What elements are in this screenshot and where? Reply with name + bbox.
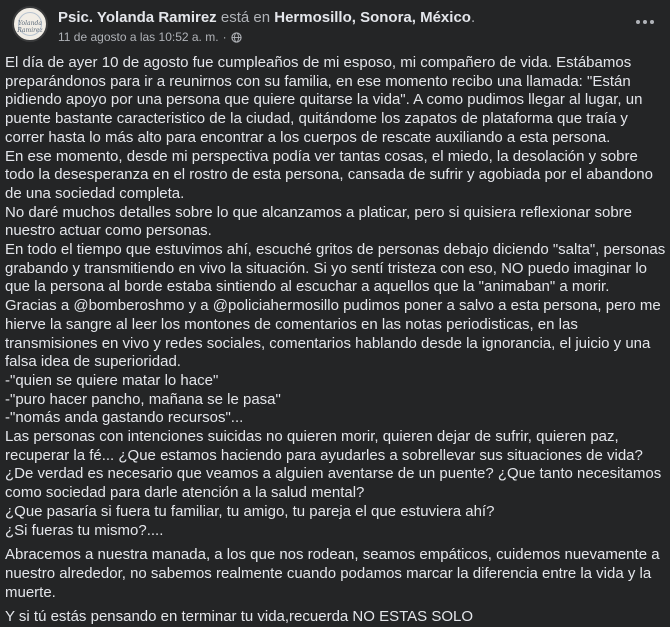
post-paragraph: ¿Si fueras tu mismo?.... bbox=[5, 521, 164, 539]
author-name-link[interactable]: Psic. Yolanda Ramirez bbox=[58, 9, 217, 26]
post-paragraph: Las personas con intenciones suicidas no quieren morir, quieren dejar de sufrir, quieren paz, recuperar la fé... ¿Que estamos haciendo para ayudarles a sobrellevar sus situaciones de vida? ¿De verdad es necesario que veamos a alguien aventarse de un puente? ¿Que tanto necesitamos como sociedad para darle atención a la salud mental? bbox=[5, 428, 662, 502]
post-paragraph: Gracias a @bomberoshmo y a @policiahermosillo pudimos poner a salvo a esta persona, pero me hierve la sangre al leer los montones de comentarios en las notas periodisticas, en las transmisiones en vivo y redes sociales, comentarios hablando desde la ignorancia, el juicio y una falsa idea de superioridad. bbox=[5, 297, 661, 371]
avatar[interactable] bbox=[12, 6, 48, 42]
post-paragraph: En ese momento, desde mi perspectiva podía ver tantas cosas, el miedo, la desolación y sobre todo la desesperanza en el rostro de esta persona, cansada de sufrir y agobiada por el abandono de una sociedad completa. bbox=[5, 147, 653, 202]
post-header bbox=[12, 4, 658, 48]
post-paragraph: Abracemos a nuestra manada, a los que nos rodean, seamos empáticos, cuidemos nuevamente a nuestro alrededor, no sabemos realmente cuando podamos marcar la diferencia entre la vida y la muerte. bbox=[5, 546, 660, 601]
meta-separator: · bbox=[222, 30, 227, 44]
post-paragraph: Y si tú estás pensando en terminar tu vida,recuerda NO ESTAS SOLO bbox=[5, 608, 474, 626]
post-paragraph: -"nomás anda gastando recursos"... bbox=[5, 409, 244, 427]
post-paragraph: En todo el tiempo que estuvimos ahí, escuché gritos de personas debajo diciendo "salta", personas grabando y transmitiendo en vivo la situación. Si yo sentí tristeza con eso, NO puedo imaginar lo que la persona al borde estaba sintiendo al escuchar a aquellos que la "animaban" a morir. bbox=[5, 241, 666, 296]
location-link[interactable]: Hermosillo, Sonora, México bbox=[274, 9, 471, 26]
post-paragraph: -"puro hacer pancho, mañana se le pasa" bbox=[5, 390, 281, 408]
post-paragraph: -"quien se quiere matar lo hace" bbox=[5, 371, 219, 389]
post-paragraph: ¿Que pasaría si fuera tu familiar, tu amigo, tu pareja el que estuviera ahí? bbox=[5, 502, 495, 520]
post-paragraph: El día de ayer 10 de agosto fue cumpleaños de mi esposo, mi compañero de vida. Estábamos preparándonos para ir a reunirnos con su familia, en ese momento recibo una llamada: "Están pidiendo apoyo por una persona que quiere quitarse la vida". A como pudimos llegar al lugar, un puente bastante caracteristico de la ciudad, quitándome los zapatos de plataforma que traía y correr hasta lo más alto para encontrar a los cuerpos de rescate auxiliando a esta persona. bbox=[5, 54, 643, 146]
post-paragraph: No daré muchos detalles sobre lo que alcanzamos a platicar, pero si quisiera reflexionar sobre nuestro actuar como personas. bbox=[5, 203, 633, 240]
location-suffix: . bbox=[470, 9, 476, 26]
connector-text: está en bbox=[216, 9, 275, 26]
post-body bbox=[5, 54, 667, 627]
globe-icon[interactable] bbox=[231, 32, 242, 43]
author-line bbox=[58, 9, 475, 26]
avatar-logo-text: Yolanda Ramirez bbox=[17, 20, 43, 34]
more-horizontal-icon[interactable] bbox=[632, 12, 658, 32]
timestamp-link[interactable]: 11 de agosto a las 10:52 a. m. bbox=[58, 30, 219, 44]
post-meta bbox=[58, 30, 242, 44]
